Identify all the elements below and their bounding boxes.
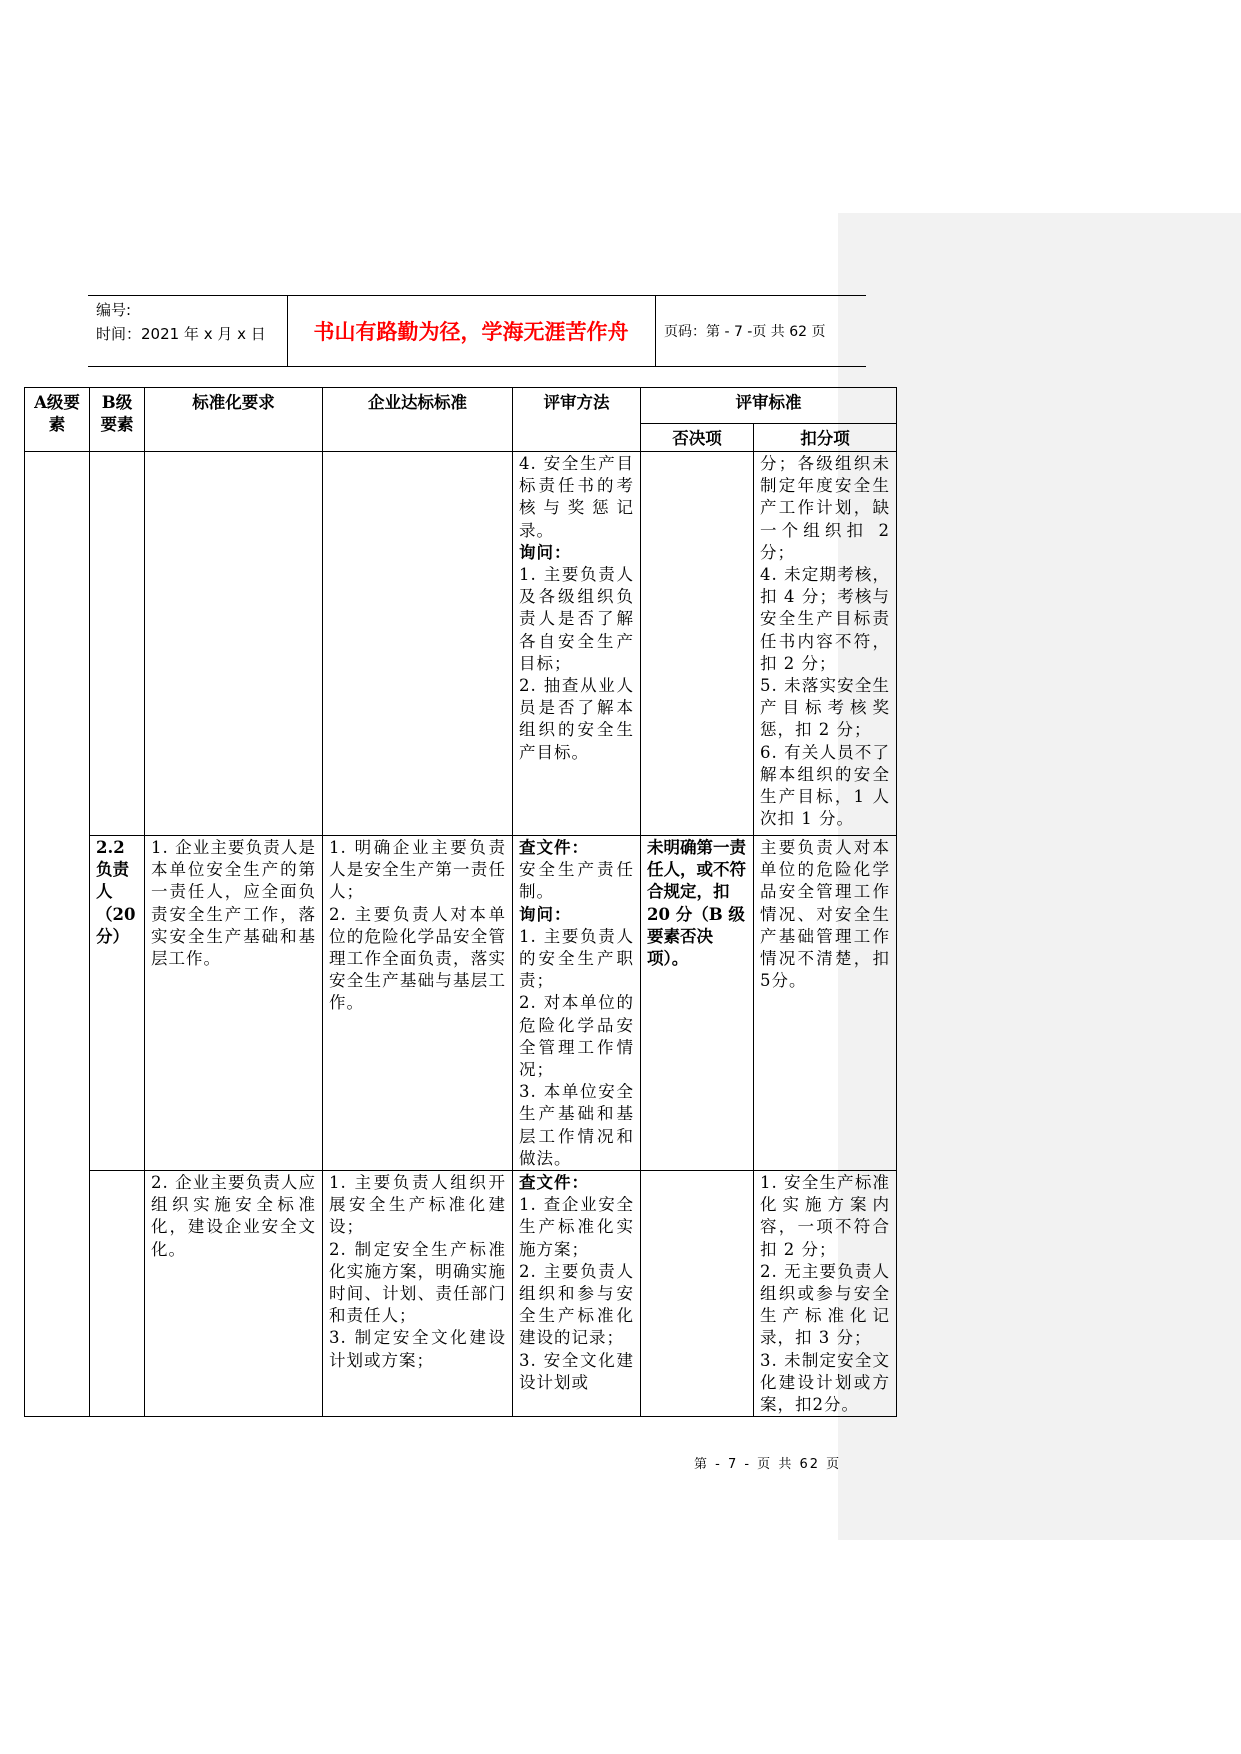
table-row [25,836,897,1171]
header-a-element: A级要素 [25,388,90,452]
header-review-criteria: 评审标准 [641,388,897,424]
header-standard-requirement: 标准化要求 [145,388,323,452]
b-element-cell: 2.2 负责人（20 分） [90,836,145,1171]
b-element-cell [90,1171,145,1417]
veto-cell: 未明确第一责任人，或不符合规定，扣 20 分（B 级要素否决项）。 [641,836,754,1171]
standard-cell: 1. 主要负责人组织开展安全生产标准化建设； 2. 制定安全生产标准化实施方案，明确实施时间、计划、责任部门和责任人； 3. 制定安全文化建设计划或方案； [323,1171,513,1417]
ask-text: 1. 主要负责人及各级组织负责人是否了解各自安全生产目标； 2. 抽查从业人员是否了解本组织的安全生产目标。 [519,565,634,762]
standard-cell: 1. 明确企业主要负责人是安全生产第一责任人； 2. 主要负责人对本单位的危险化学品安全管理工作全面负责，落实安全生产基础与基层工作。 [323,836,513,1171]
number-label: 编号: [96,301,132,319]
time-label: 时间：2021 年 x 月 x 日 [96,325,266,343]
doc-label: 查文件： [519,838,589,857]
page-footer: 第 - 7 - 页 共 62 页 [694,1457,842,1472]
requirement-cell [145,452,323,836]
header-enterprise-standard: 企业达标标准 [323,388,513,452]
header-veto-item: 否决项 [641,424,754,452]
method-cell [513,452,641,836]
b-element-cell [90,452,145,836]
doc-text: 1. 查企业安全生产标准化实施方案； 2. 主要负责人组织和参与安全生产标准化建设的记录； 3. 安全文化建设计划或 [519,1195,634,1392]
doc-text: 安全生产责任制。 [519,860,634,902]
a-element-cell [25,452,90,1417]
header-motto: 书山有路勤为径，学海无涯苦作舟 [313,320,629,344]
requirement-cell: 2. 企业主要负责人应组织实施安全标准化，建设企业安全文化。 [145,1171,323,1417]
review-table [24,387,897,1417]
method-text: 4. 安全生产目标责任书的考核与奖惩记录。 [519,454,634,540]
veto-cell [641,1171,754,1417]
ask-text: 1. 主要负责人的安全生产职责； 2. 对本单位的危险化学品安全管理工作情况； 3. 本单位安全生产基础和基层工作情况和做法。 [519,926,634,1168]
requirement-cell: 1. 企业主要负责人是本单位安全生产的第一责任人，应全面负责安全生产工作，落实安全生产基础和基层工作。 [145,836,323,1171]
table-row [25,452,897,836]
page-header [88,295,866,367]
ask-label: 询问： [519,904,572,924]
header-b-element: B级要素 [90,388,145,452]
header-page-info: 页码：第 - 7 -页 共 62 页 [664,324,826,340]
header-meta [96,298,288,346]
deduction-cell: 主要负责人对本单位的危险化学品安全管理工作情况、对安全生产基础管理工作情况不清楚，扣5分。 [754,836,897,1171]
deduction-cell: 分；各级组织未制定年度安全生产工作计划，缺一个组织扣 2 分； 4. 未定期考核，扣 4 分；考核与安全生产目标责任书内容不符，扣 2 分； 5. 未落实安全生产目标考核奖惩，扣 2 分； 6. 有关人员不了解本组织的安全生产目标，1 人次扣 1 分。 [754,452,897,836]
doc-label: 查文件： [519,1173,589,1193]
method-cell [513,1171,641,1417]
veto-cell [641,452,754,836]
standard-cell [323,452,513,836]
ask-label: 询问： [519,542,572,562]
method-cell [513,836,641,1171]
table-row [25,1171,897,1417]
header-deduction-item: 扣分项 [754,424,897,452]
comment-sidebar [838,213,1241,1540]
deduction-cell: 1. 安全生产标准化实施方案内容，一项不符合扣 2 分； 2. 无主要负责人组织或参与安全生产标准化记录，扣 3 分； 3. 未制定安全文化建设计划或方案，扣2分。 [754,1171,897,1417]
header-review-method: 评审方法 [513,388,641,452]
